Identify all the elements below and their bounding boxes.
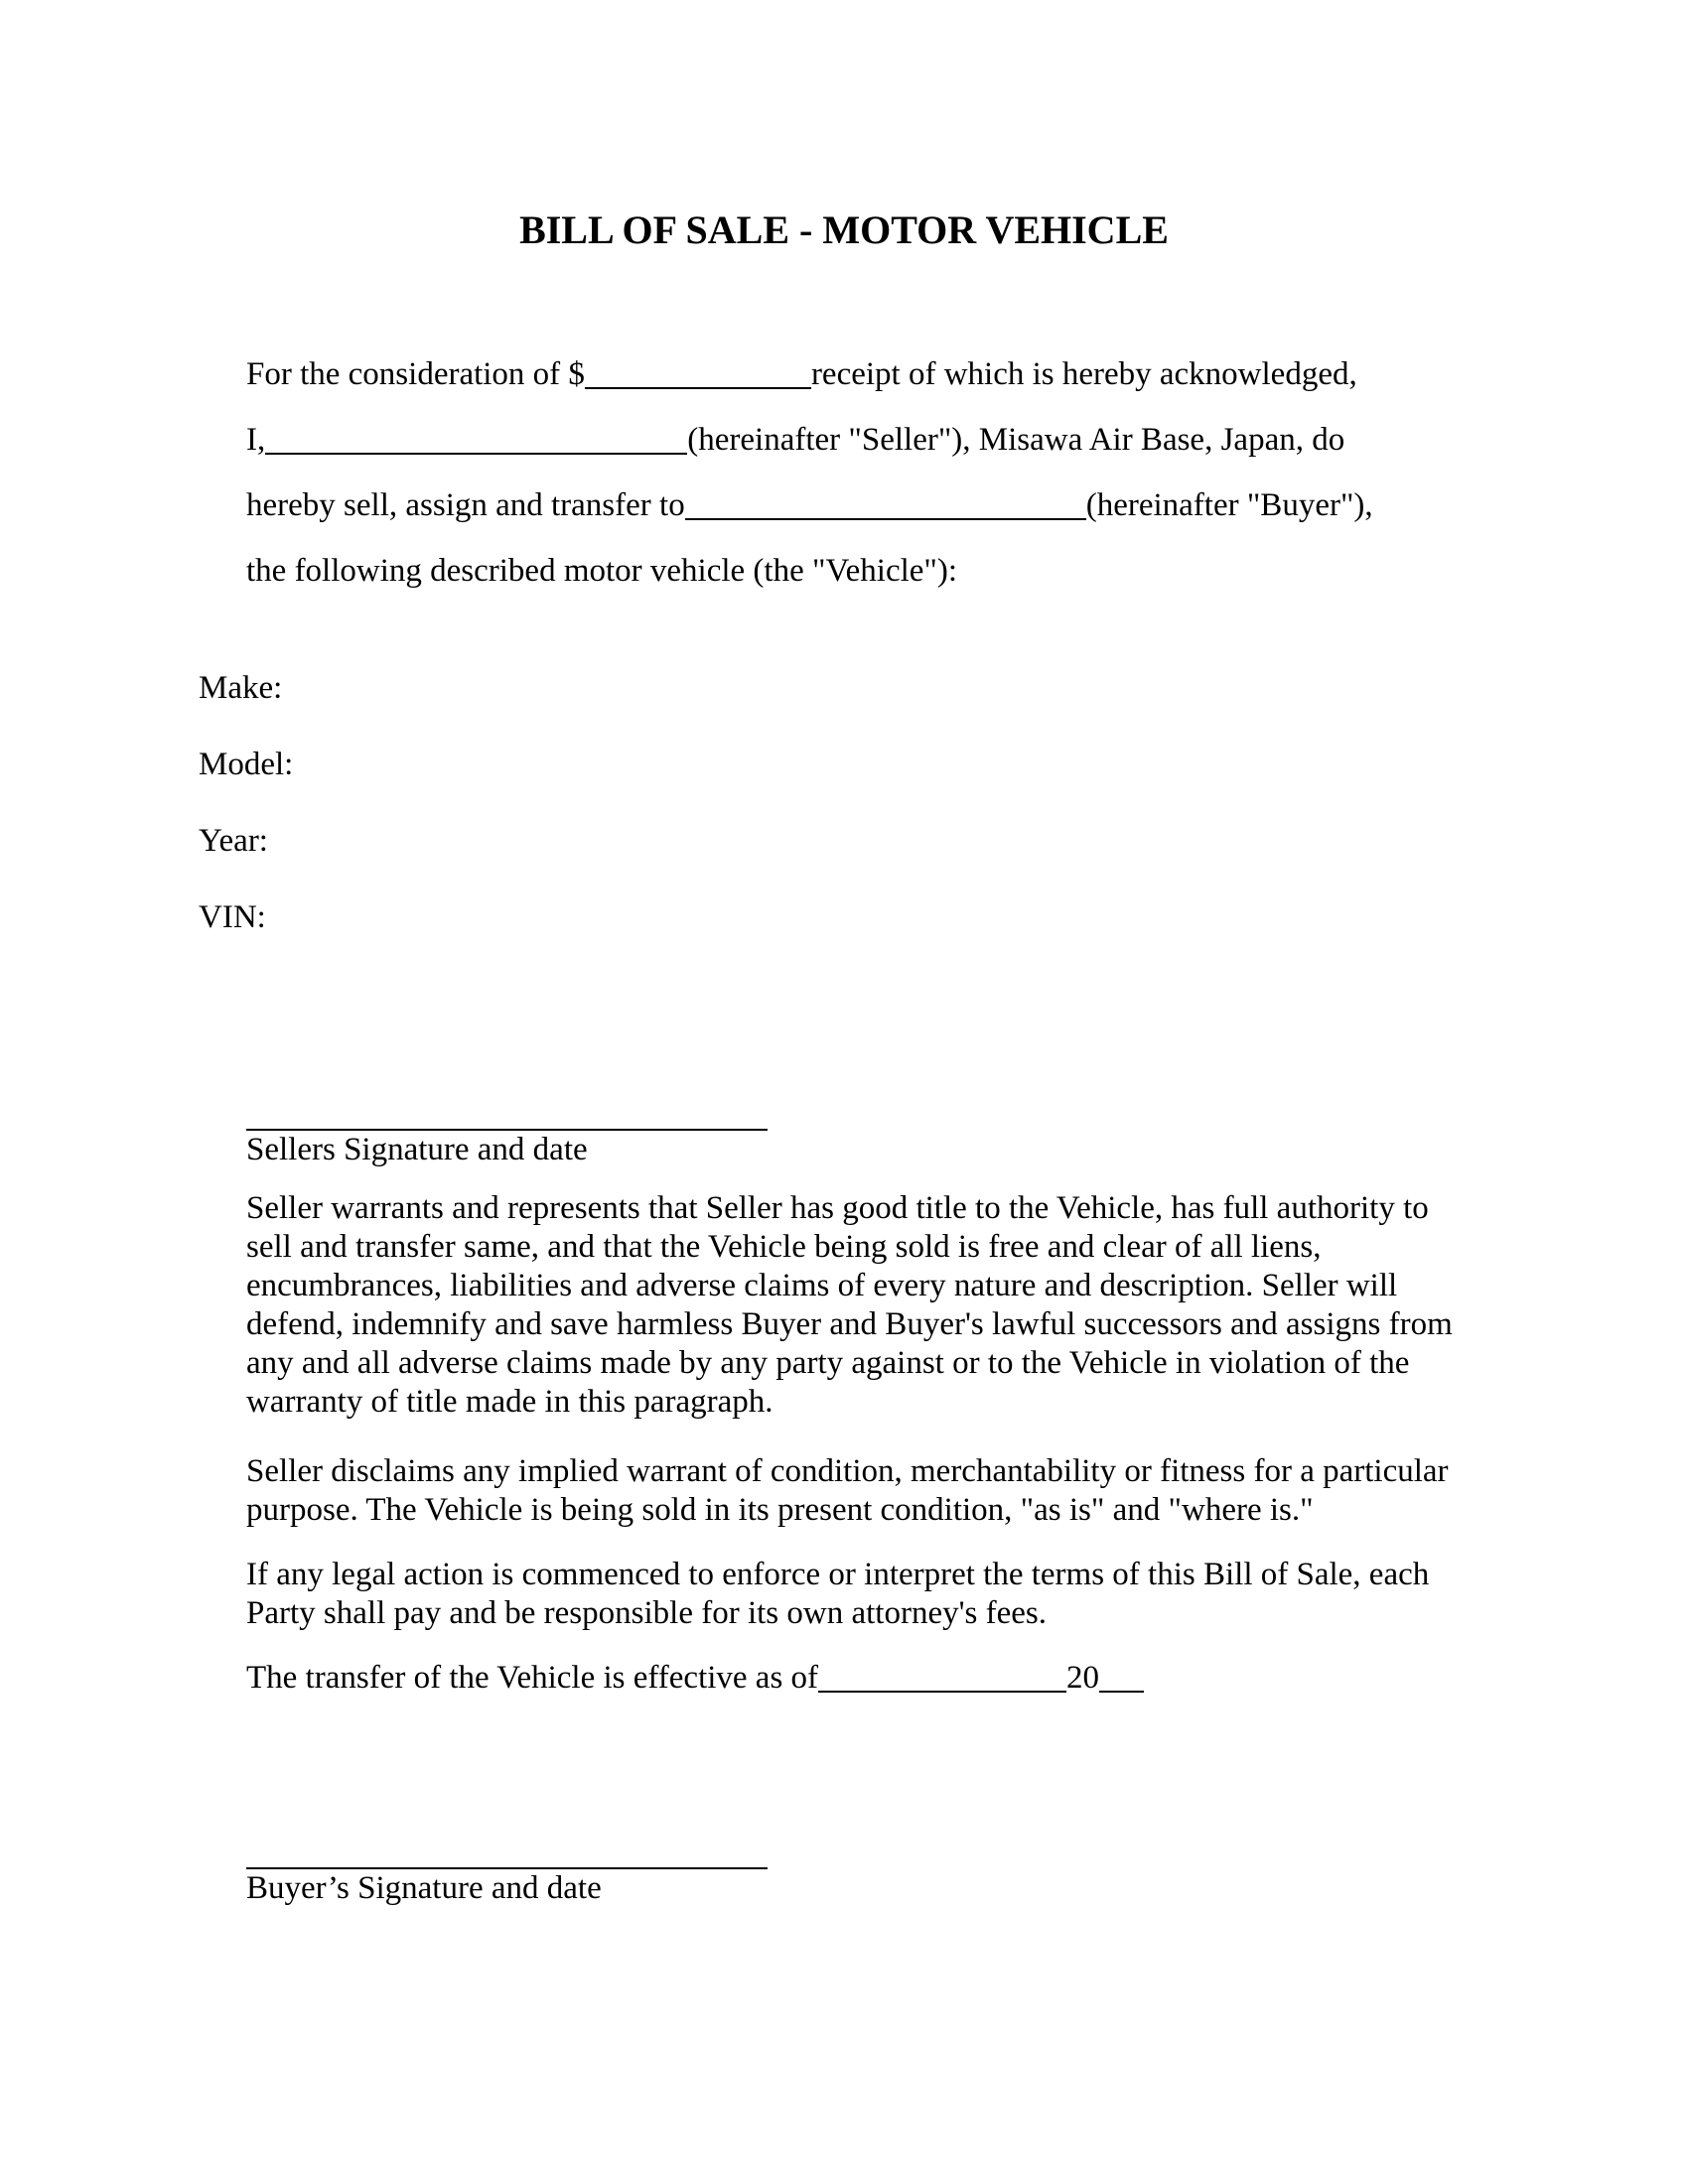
paragraph-line: Seller warrants and represents that Seller has good title to the Vehicle, has full authority to bbox=[246, 1190, 1429, 1226]
disclaimer-paragraph bbox=[246, 1452, 1517, 1530]
transfer-effective-text: The transfer of the Vehicle is effective as of bbox=[246, 1660, 819, 1696]
vehicle-make-label: Make: bbox=[199, 670, 283, 706]
legal-paragraph bbox=[246, 1556, 1517, 1633]
intro-line-1-post: receipt of which is hereby acknowledged, bbox=[810, 356, 1357, 392]
vehicle-fields bbox=[199, 650, 293, 956]
paragraph-line: encumbrances, liabilities and adverse claims of every nature and description. Seller will bbox=[246, 1268, 1398, 1303]
intro-line-1-pre: For the consideration of $ bbox=[246, 356, 585, 392]
intro-paragraph bbox=[246, 341, 1537, 604]
paragraph-line: If any legal action is commenced to enforce or interpret the terms of this Bill of Sale, each bbox=[246, 1557, 1430, 1592]
intro-line-4: the following described motor vehicle (the "Vehicle"): bbox=[246, 553, 958, 589]
intro-line-2-pre: I, bbox=[246, 422, 266, 458]
transfer-year-blank bbox=[1099, 1691, 1144, 1693]
paragraph-line: purpose. The Vehicle is being sold in its present condition, "as is" and "where is." bbox=[246, 1492, 1314, 1528]
intro-line-1 bbox=[246, 341, 1537, 407]
buyer-name-blank bbox=[685, 518, 1086, 520]
intro-line-2-post: (hereinafter "Seller"), Misawa Air Base, Japan, do bbox=[687, 422, 1345, 458]
intro-line-2 bbox=[246, 407, 1537, 473]
document-title: BILL OF SALE - MOTOR VEHICLE bbox=[519, 207, 1169, 252]
intro-line-3-pre: hereby sell, assign and transfer to bbox=[246, 487, 685, 523]
consideration-amount-blank bbox=[585, 387, 811, 389]
paragraph-line: any and all adverse claims made by any party against or to the Vehicle in violation of the bbox=[246, 1345, 1410, 1381]
paragraph-line: Party shall pay and be responsible for its own attorney's fees. bbox=[246, 1595, 1048, 1631]
transfer-date-blank bbox=[818, 1691, 1066, 1693]
seller-signature-label: Sellers Signature and date bbox=[246, 1132, 588, 1167]
warranty-paragraph bbox=[246, 1189, 1517, 1422]
seller-signature-block bbox=[246, 1129, 802, 1168]
transfer-effective-line bbox=[246, 1659, 1537, 1698]
intro-line-3 bbox=[246, 473, 1537, 538]
vehicle-vin-label: VIN: bbox=[199, 899, 266, 935]
paragraph-line: Seller disclaims any implied warrant of condition, merchantability or fitness for a particular bbox=[246, 1453, 1449, 1489]
buyer-signature-block bbox=[246, 1867, 802, 1907]
intro-line-3-post: (hereinafter "Buyer"), bbox=[1085, 487, 1373, 523]
paragraph-line: warranty of title made in this paragraph. bbox=[246, 1384, 774, 1420]
paragraph-line: defend, indemnify and save harmless Buyer and Buyer's lawful successors and assigns from bbox=[246, 1306, 1453, 1342]
seller-name-blank bbox=[265, 453, 687, 455]
paragraph-line: sell and transfer same, and that the Vehicle being sold is free and clear of all liens, bbox=[246, 1229, 1322, 1265]
vehicle-year-label: Year: bbox=[199, 823, 268, 859]
vehicle-model-label: Model: bbox=[199, 747, 294, 782]
buyer-signature-label: Buyer’s Signature and date bbox=[246, 1870, 602, 1906]
transfer-year-prefix: 20 bbox=[1066, 1660, 1100, 1696]
